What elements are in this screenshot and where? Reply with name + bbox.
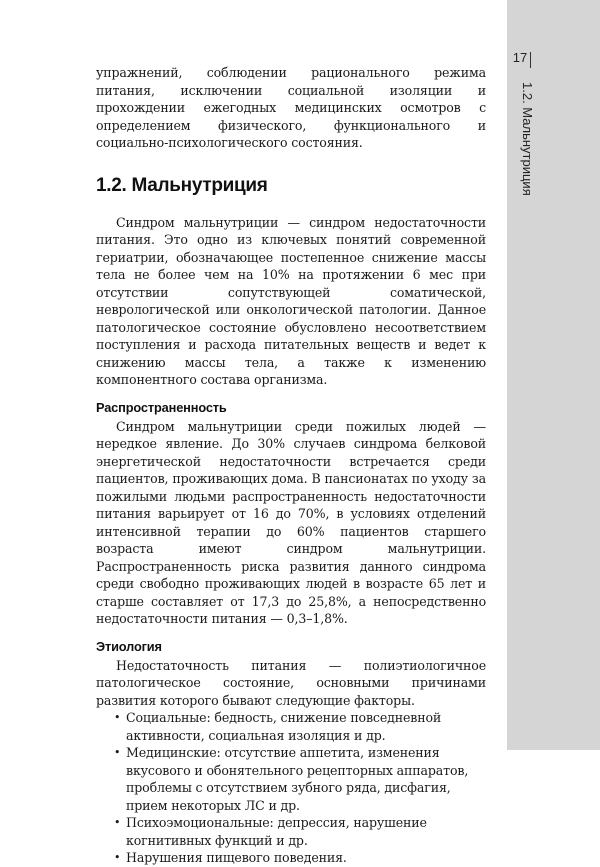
prevalence-heading: Распространенность <box>96 399 227 415</box>
section-title: 1.2. Мальнутриция <box>96 174 268 196</box>
etiology-factor-list <box>96 709 486 867</box>
page-number: 17 <box>512 50 528 65</box>
list-item <box>96 849 486 867</box>
etiology-heading: Этиология <box>96 638 162 654</box>
list-item-text: Нарушения пищевого поведения. <box>126 850 347 865</box>
section-paragraph: Синдром мальнутриции — синдром недостаточности питания. Это одно из ключевых понятий современной гериатрии, обозначающее постепенное снижение массы тела не более чем на 10% на протяжении 6 мес при отсутствии сопутствующей соматической, неврологической или онкологической патологии. Данное патологическое состояние обусловлено несоответствием поступления и расхода питательных веществ и ведет к снижению массы тела, а также к изменению компонентного состава организма. <box>96 214 486 387</box>
page-number-rule <box>530 52 531 68</box>
etiology-paragraph: Недостаточность питания — полиэтиологичное патологическое состояние, основными причинами развития которого бывают следующие факторы. <box>96 657 486 708</box>
intro-paragraph: упражнений, соблюдении рационального режима питания, исключении социальной изоляции и прохождении ежегодных медицинских осмотров с определением физического, функционального и социально-психологического состояния. <box>96 65 486 150</box>
list-item <box>96 814 486 849</box>
running-head: 1.2. Мальнутриция <box>520 82 535 196</box>
list-item <box>96 709 486 744</box>
list-item-text: Психоэмоциональные: депрессия, нарушение когнитивных функций и др. <box>126 815 427 848</box>
prevalence-paragraph: Синдром мальнутриции среди пожилых людей — нередкое явление. До 30% случаев синдрома белковой энергетической недостаточности встречается среди пациентов, проживающих дома. В пансионатах по уходу за пожилыми людьми распространенность недостаточности питания варьирует от 16 до 70%, в условиях отделений интенсивной терапии до 60% пациентов старшего возраста имеют синдром мальнутриции. Распространенность риска развития данного синдрома среди свободно проживающих людей в возрасте 65 лет и старше составляет от 17,3 до 25,8%, а непосредственно недостаточности питания — 0,3–1,8%. <box>96 418 486 626</box>
page-content <box>96 64 486 867</box>
bullet-icon: • <box>114 746 121 759</box>
bullet-icon: • <box>114 851 121 864</box>
list-item-text: Социальные: бедность, снижение повседневной активности, социальная изоляция и др. <box>126 710 442 743</box>
list-item-text: Медицинские: отсутствие аппетита, изменения вкусового и обонятельного рецепторных аппаратов, проблемы с отсутствием зубного ряда, дисфагия, прием некоторых ЛС и др. <box>126 745 469 813</box>
bullet-icon: • <box>114 711 121 724</box>
bullet-icon: • <box>114 816 121 829</box>
list-item <box>96 744 486 814</box>
